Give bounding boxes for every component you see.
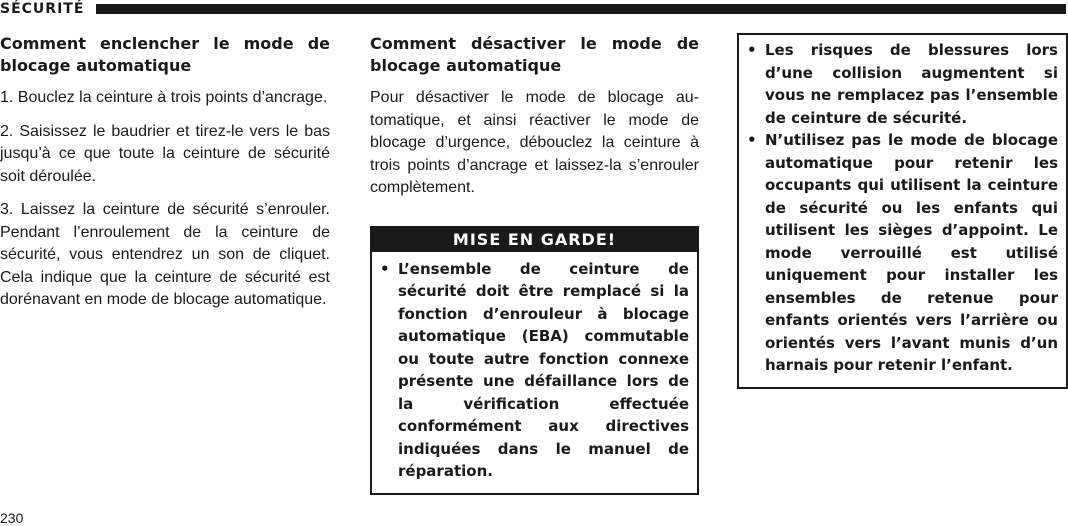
- warning-text: Les risques de blessures lors d’une collision augmentent si vous ne remplacez pas l’ensemble de ceinture de sécurité.: [765, 41, 1058, 127]
- section-title: SÉCURITÉ: [0, 0, 92, 18]
- header-rule: [96, 4, 1066, 14]
- warning-item: [747, 129, 1058, 377]
- page-number: 230: [0, 510, 24, 526]
- step-3: 3. Laissez la ceinture de sécurité s’enrouler. Pendant l’enroulement de la ceinture de sécurité, vous entendrez un son de cliquet. Cela indique que la ceinture de sécurité est dorénavant en mode de blocage automatique.: [0, 201, 330, 308]
- column-left: [0, 33, 330, 312]
- heading-enable-auto-lock: Comment enclencher le mode de blocage automatique: [0, 34, 330, 75]
- column-right: [737, 33, 1068, 389]
- warning-list: [372, 252, 697, 493]
- heading-disable-auto-lock: Comment désactiver le mode de blocage automatique: [370, 34, 699, 75]
- warning-box: [370, 226, 699, 495]
- warning-text: N’utilisez pas le mode de blocage automatique pour retenir les occupants qui utilisent la ceinture de sécurité ou les enfants qui utilisent les sièges d’appoint. Le mode verrouillé est utilisé uniquement pour installer les ensembles de retenue pour enfants orientés vers l’arrière ou orientés vers l’avant munis d’un harnais pour retenir l’enfant.: [765, 131, 1058, 374]
- step-1: 1. Bouclez la ceinture à trois points d’ancrage.: [0, 89, 328, 106]
- warning-continued-box: [737, 33, 1068, 389]
- warning-item: [380, 258, 689, 483]
- warning-item: [747, 39, 1058, 129]
- bullet-icon: •: [747, 131, 757, 149]
- column-middle: [370, 33, 699, 495]
- warning-title: MISE EN GARDE!: [372, 228, 697, 252]
- bullet-icon: •: [380, 259, 390, 278]
- disable-instructions: Pour désactiver le mode de blocage automatique, et ainsi réactiver le mode de blocage d’urgence, débouclez la ceinture à trois points d’ancrage et laissez-la s’enrouler complètement.: [370, 89, 699, 196]
- page-header: [0, 0, 1068, 20]
- step-2: 2. Saisissez le baudrier et tirez-le vers le bas jusqu’à ce que toute la ceinture de sécurité soit déroulée.: [0, 122, 330, 185]
- warning-text: L’ensemble de ceinture de sécurité doit être remplacé si la fonction d’enrouleur à blocage automatique (EBA) commutable ou toute autre fonction connexe présente une défaillance lors de la vérification effectuée conformément aux directives indiquées dans le manuel de réparation.: [398, 259, 689, 480]
- warning-continued-list: [739, 35, 1066, 387]
- bullet-icon: •: [747, 41, 757, 59]
